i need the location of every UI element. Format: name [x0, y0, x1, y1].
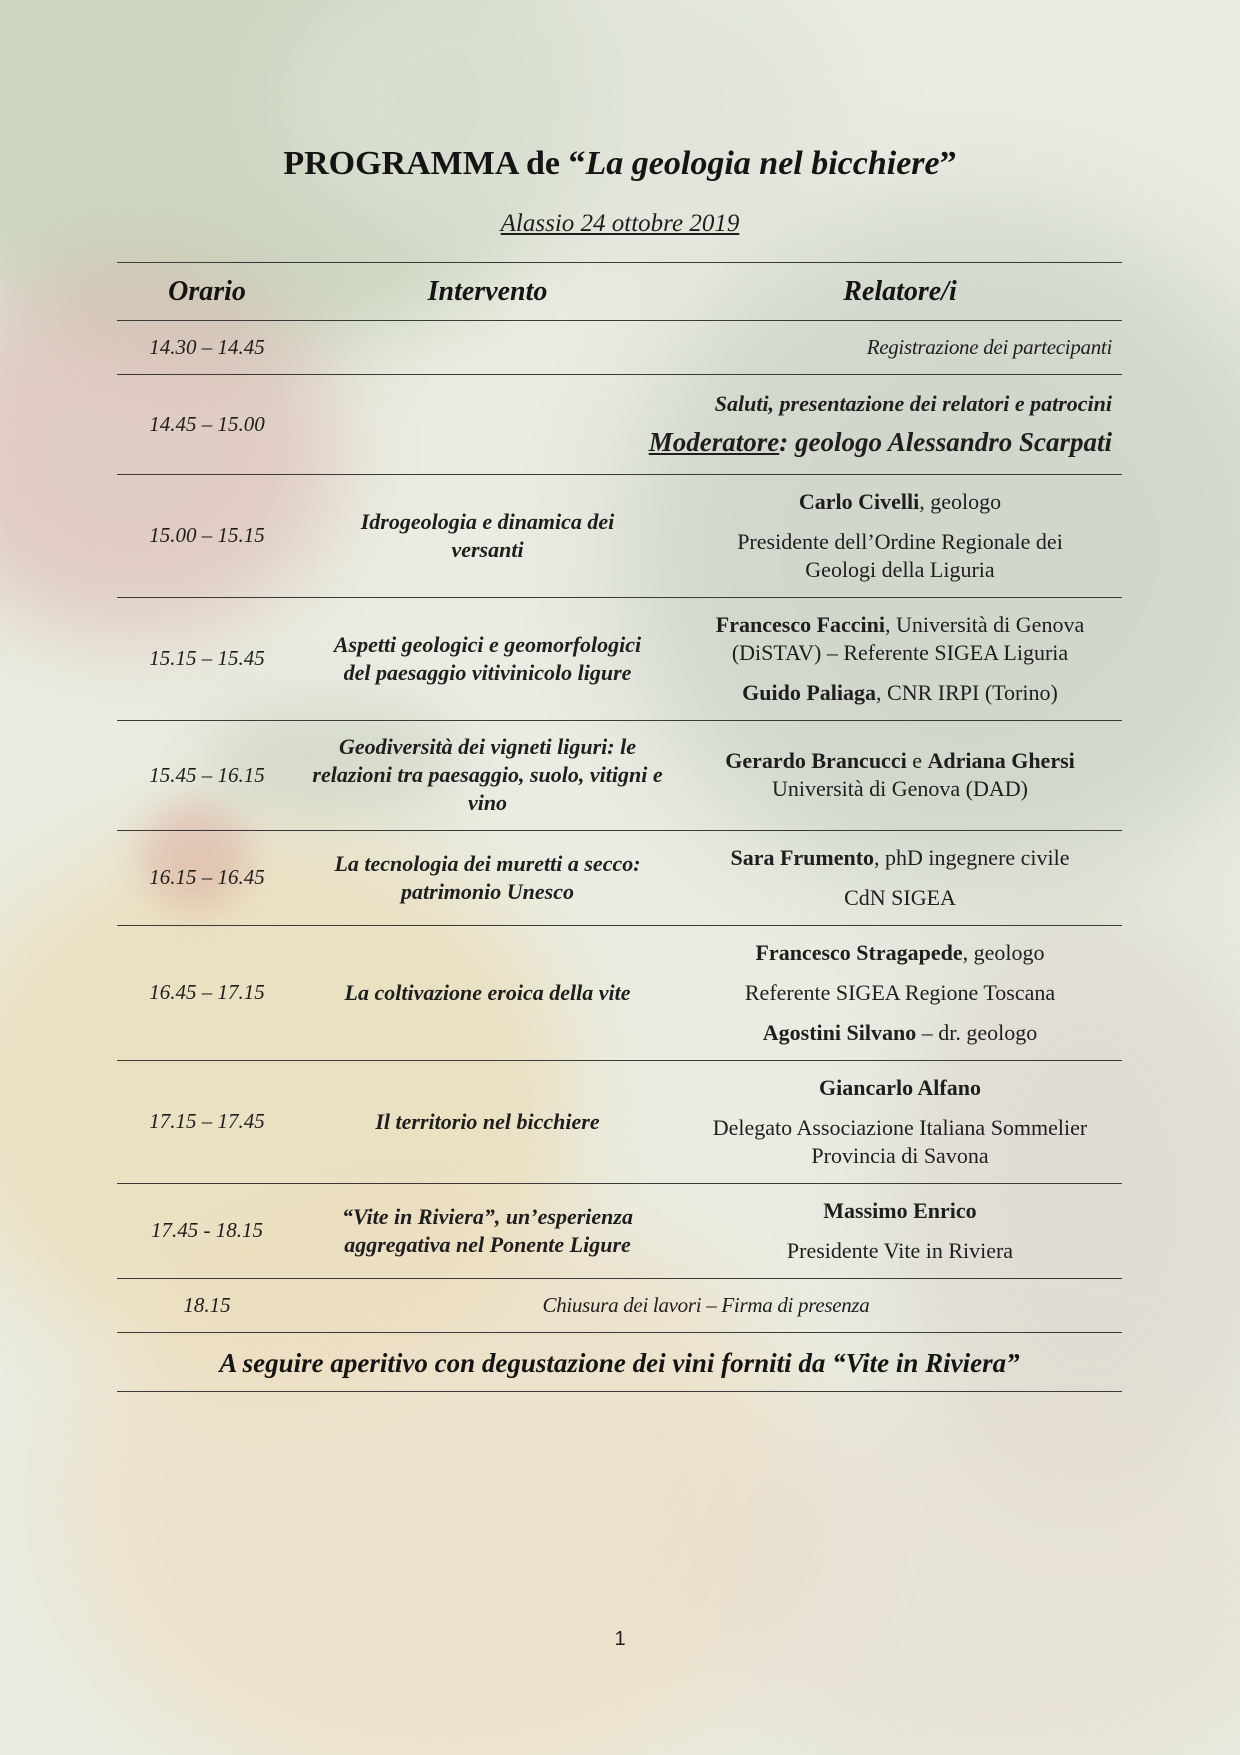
table-rule [117, 1391, 1122, 1392]
moderator-line: Moderatore: geologo Alessandro Scarpati [648, 426, 1112, 457]
header-talk: Intervento [427, 276, 548, 307]
row-time: 17.45 - 18.15 [151, 1218, 263, 1242]
row-speakers: Sara Frumento, phD ingegnere civile CdN SIGEA [730, 844, 1070, 910]
row-time: 16.45 – 17.15 [149, 980, 265, 1004]
event-date: Alassio 24 ottobre 2019 [500, 210, 740, 237]
row-time: 18.15 [183, 1292, 231, 1317]
page-title: PROGRAMMA de “La geologia nel bicchiere” [283, 145, 957, 182]
row-time: 15.15 – 15.45 [149, 646, 265, 670]
row-time: 14.45 – 15.00 [149, 411, 265, 436]
greeting-text: Saluti, presentazione dei relatori e patrocini [714, 390, 1112, 416]
row-talk: La tecnologia dei muretti a secco: patrimonio Unesco [334, 850, 641, 904]
row-talk: La coltivazione eroica della vite [344, 979, 631, 1005]
page-number: 1 [614, 1628, 626, 1650]
row-time: 15.45 – 16.15 [149, 762, 265, 787]
header-time: Orario [168, 276, 246, 307]
row-speakers: Carlo Civelli, geologo Presidente dell’Ordine Regionale dei Geologi della Liguria [737, 488, 1063, 582]
table-rule [117, 1332, 1122, 1333]
table-rule [117, 262, 1122, 263]
closing-line: A seguire aperitivo con degustazione dei vini forniti da “Vite in Riviera” [219, 1348, 1020, 1378]
row-time: 14.30 – 14.45 [149, 334, 265, 359]
row-opening [300, 374, 1112, 474]
row-talk: Il territorio nel bicchiere [375, 1108, 600, 1134]
row-time: 16.15 – 16.45 [149, 865, 265, 889]
header-speakers: Relatore/i [843, 276, 957, 307]
row-talk: “Vite in Riviera”, un’esperienza aggregativa nel Ponente Ligure [342, 1203, 633, 1257]
row-time: 17.15 – 17.45 [149, 1109, 265, 1133]
row-speakers: Giancarlo Alfano Delegato Associazione Italiana Sommelier Provincia di Savona [712, 1074, 1088, 1168]
row-note: Chiusura dei lavori – Firma di presenza [542, 1292, 870, 1317]
row-talk: Aspetti geologici e geomorfologici del paesaggio vitivinicolo ligure [333, 631, 642, 685]
row-talk: Geodiversità dei vigneti liguri: le relazioni tra paesaggio, suolo, vitigni e vino [312, 734, 663, 815]
row-speakers: Francesco Stragapede, geologo Referente SIGEA Regione Toscana Agostini Silvano – dr. geologo [744, 939, 1056, 1045]
row-speakers: Massimo Enrico Presidente Vite in Riviera [786, 1197, 1014, 1263]
row-speakers: Gerardo Brancucci e Adriana Ghersi Università di Genova (DAD) [725, 748, 1075, 801]
row-talk: Idrogeologia e dinamica dei versanti [360, 508, 615, 562]
row-note: Registrazione dei partecipanti [866, 334, 1112, 359]
row-time: 15.00 – 15.15 [149, 523, 265, 547]
row-speakers: Francesco Faccini, Università di Genova (DiSTAV) – Referente SIGEA Liguria Guido Paliaga, CNR IRPI (Torino) [715, 611, 1085, 705]
